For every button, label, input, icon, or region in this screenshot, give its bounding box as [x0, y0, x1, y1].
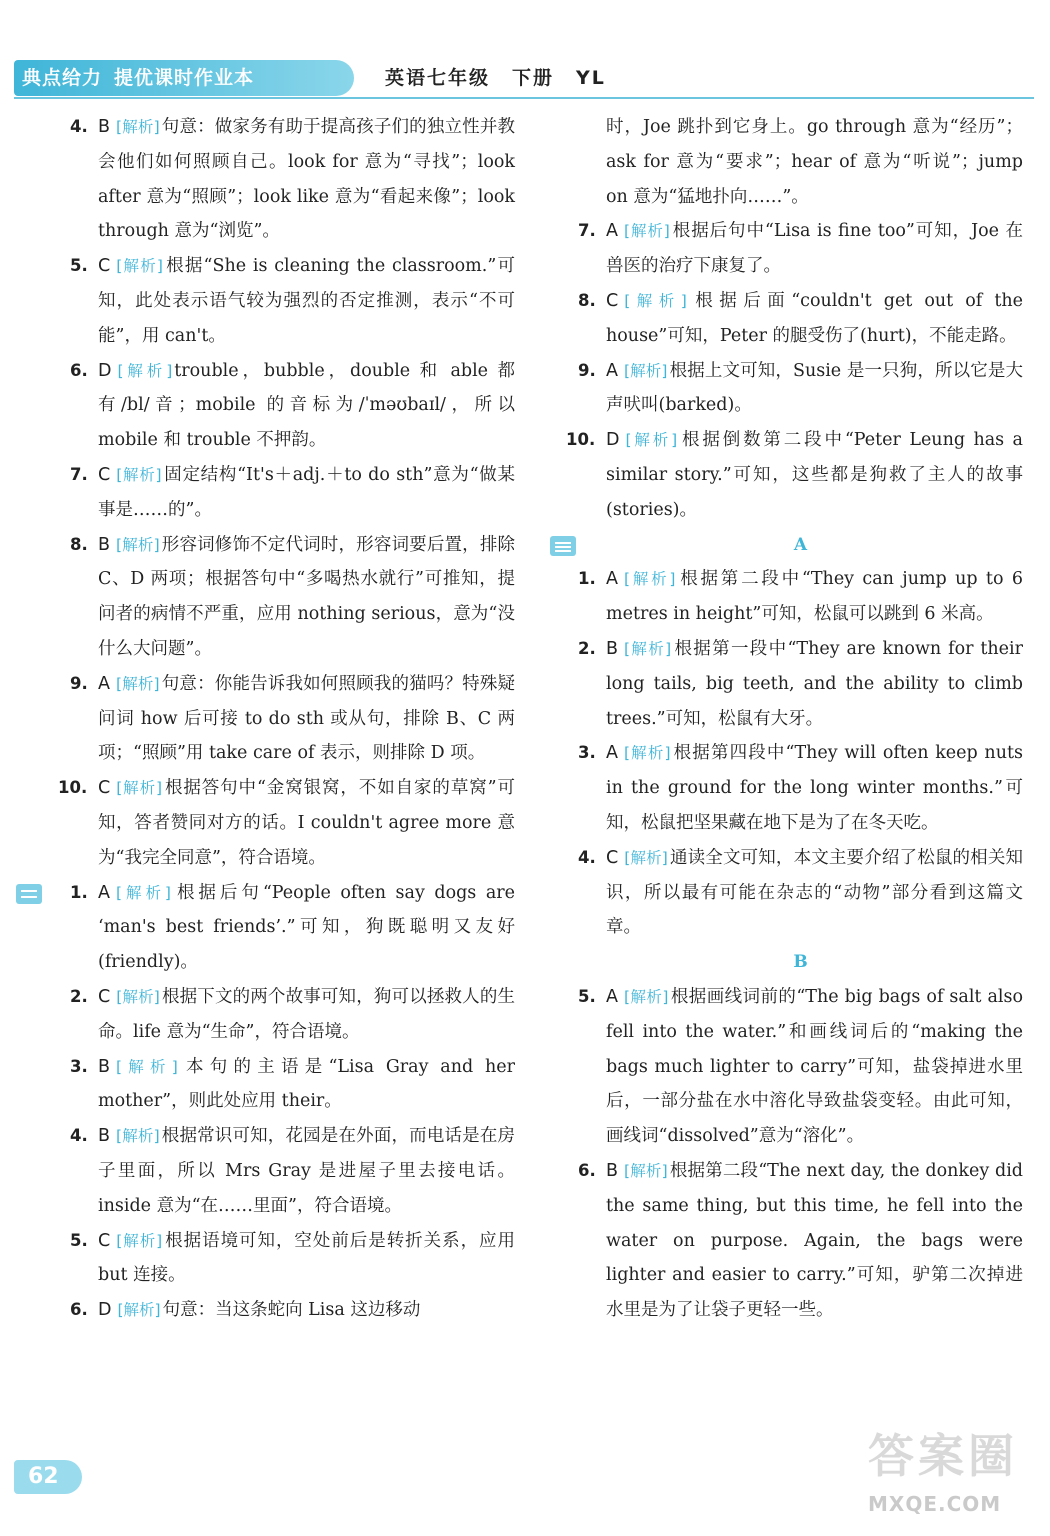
section-2-answers — [70, 876, 515, 1328]
volume-label: 下册 — [512, 67, 555, 89]
section-2 — [70, 876, 515, 1328]
question-number: 3. — [70, 1056, 88, 1076]
analysis-tag: [解析] — [116, 1231, 163, 1250]
watermark-url: MXQE.COM — [868, 1492, 1002, 1516]
explanation-text: 句意：做家务有助于提高孩子们的独立性并教会他们如何照顾自己。look for 意为“寻找”；look after 意为“照顾”；look like 意为“看起来像”；look through 意为“浏览”。 — [98, 117, 515, 242]
continued-explanation — [578, 110, 1023, 214]
explanation-text: 根据后句中“Lisa is fine too”可知，Joe 在兽医的治疗下康复了。 — [606, 221, 1023, 277]
answer-item — [578, 841, 1023, 945]
explanation-text: 通读全文可知，本文主要介绍了松鼠的相关知识，所以最有可能在杂志的“动物”部分看到这篇文章。 — [606, 847, 1023, 938]
question-number: 6. — [578, 1160, 596, 1180]
answer-letter: B — [98, 117, 111, 137]
passage-b-heading: B — [793, 952, 808, 973]
explanation-text: 根据第二段“The next day, the donkey did the same thing, but this time, he fell into the water on purpose. Again, the bags were lighter and easier to carry.”可知，驴第二次掉进水里是为了让袋子更轻一些。 — [606, 1160, 1023, 1321]
answer-item — [70, 249, 515, 353]
analysis-tag: [解析] — [116, 1057, 178, 1076]
explanation-text: 根据后句“People often say dogs are ‘man's best friends’.”可知，狗既聪明又友好(friendly)。 — [98, 882, 515, 973]
passage-a-answers — [578, 562, 1023, 945]
question-number: 5. — [70, 256, 88, 276]
analysis-tag: [解析] — [623, 987, 669, 1006]
answer-item — [578, 284, 1023, 354]
answer-item — [578, 354, 1023, 424]
answer-item — [578, 736, 1023, 840]
question-number: 4. — [70, 1126, 88, 1146]
answer-letter: A — [606, 569, 618, 590]
question-number: 7. — [578, 221, 596, 241]
watermark-text: 答案圈 — [868, 1429, 1018, 1483]
answer-letter: C — [98, 464, 111, 485]
analysis-tag: [解析] — [116, 535, 160, 554]
explanation-text: 根据“She is cleaning the classroom.”可知，此处表示语气较为强烈的否定推测，表示“不可能”，用 can't。 — [98, 256, 515, 346]
answer-item — [578, 214, 1023, 284]
explanation-text: 固定结构“It's＋adj.＋to do sth”意为“做某事是……的”。 — [98, 464, 515, 520]
answer-letter: B — [98, 1126, 111, 1147]
passage-a-heading: A — [793, 534, 808, 555]
section-2-answers-cont — [566, 214, 1023, 527]
analysis-tag: [解析] — [116, 118, 160, 136]
answer-letter: C — [98, 778, 111, 799]
question-number: 10. — [58, 778, 88, 798]
analysis-tag: [解析] — [624, 639, 672, 658]
answer-letter: C — [606, 847, 619, 868]
brand-title: 典点给力 — [22, 67, 103, 89]
answer-letter: A — [98, 882, 110, 903]
explanation-text: 根据后面“couldn't get out of the house”可知，Peter 的腿受伤了(hurt)，不能走路。 — [606, 290, 1023, 346]
edition-label: YL — [576, 67, 606, 89]
explanation-text: 根据常识可知，花园是在外面，而电话是在房子里面，所以 Mrs Gray 是进屋子里去接电话。inside 意为“在……里面”，符合语境。 — [98, 1126, 515, 1216]
analysis-tag: [解析] — [623, 744, 671, 763]
analysis-tag: [解析] — [115, 883, 171, 902]
question-number: 3. — [578, 743, 596, 763]
analysis-tag: [解析] — [624, 1161, 668, 1180]
analysis-tag: [解析] — [624, 291, 687, 310]
section-three-icon — [550, 536, 576, 556]
explanation-text: 根据第一段中“They are known for their long tails, big teeth, and the ability to climb trees.”可知，松鼠有大牙。 — [606, 638, 1023, 729]
page-number: 62 — [14, 1460, 82, 1494]
analysis-tag: [解析] — [115, 674, 160, 693]
passage-b-answers — [578, 980, 1023, 1328]
answer-item — [70, 528, 515, 667]
question-number: 8. — [70, 534, 88, 554]
question-number: 2. — [578, 638, 596, 658]
answer-letter: B — [606, 638, 619, 659]
analysis-tag: [解析] — [117, 361, 173, 380]
section-1-answers — [58, 110, 515, 876]
answer-letter: B — [98, 534, 111, 555]
answer-item — [578, 632, 1023, 736]
explanation-text: 根据上文可知，Susie 是一只狗，所以它是大声吠叫(barked)。 — [606, 360, 1023, 416]
analysis-tag: [解析] — [116, 257, 163, 276]
answer-item — [578, 562, 1023, 632]
explanation-text: 句意：你能告诉我如何照顾我的猫吗？特殊疑问词 how 后可接 to do sth 或从句，排除 B、C 两项；“照顾”用 take care of 表示，则排除 D 项。 — [98, 673, 515, 764]
question-number: 8. — [578, 290, 596, 310]
answer-item — [578, 980, 1023, 1154]
question-number: 6. — [70, 360, 88, 380]
question-number: 1. — [70, 882, 88, 902]
analysis-tag: [解析] — [116, 779, 163, 798]
question-number: 9. — [578, 360, 596, 380]
subject-label: 英语七年级 — [385, 67, 491, 89]
question-number: 1. — [578, 569, 596, 589]
explanation-text: trouble，bubble，double 和 able 都有/bl/音；mobile 的音标为/ˈməʊbaɪl/，所以 mobile 和 trouble 不押韵。 — [98, 360, 515, 451]
answer-letter: C — [98, 256, 111, 277]
answer-letter: B — [98, 1056, 111, 1077]
brand-subtitle: 提优课时作业本 — [114, 67, 255, 89]
analysis-tag: [解析] — [624, 848, 668, 867]
analysis-tag: [解析] — [116, 987, 160, 1006]
analysis-tag: [解析] — [625, 431, 678, 450]
question-number: 6. — [70, 1300, 88, 1320]
answer-item — [70, 980, 515, 1050]
header-divider — [14, 97, 1034, 99]
analysis-tag: [解析] — [116, 1127, 160, 1146]
explanation-text: 根据语境可知，空处前后是转折关系，应用 but 连接。 — [98, 1230, 515, 1286]
answer-item — [70, 1224, 515, 1294]
explanation-text: 根据下文的两个故事可知，狗可以拯救人的生命。life 意为“生命”，符合语境。 — [98, 986, 515, 1042]
explanation-text: 根据倒数第二段中“Peter Leung has a similar story.”可知，这些都是狗救了主人的故事(stories)。 — [606, 430, 1023, 520]
explanation-text: 根据画线词前的“The big bags of salt also fell into the water.”和画线词后的“making the bags much lighter to carry”可知，盐袋掉进水里后，一部分盐在水中溶化导致盐袋变轻。由此可知，画线词“dissolved”意为“溶化”。 — [606, 986, 1023, 1147]
page-header — [0, 0, 1050, 100]
continued-text: 时，Joe 跳扑到它身上。go through 意为“经历”；ask for 意为“要求”；hear of 意为“听说”；jump on 意为“猛地扑向……”。 — [606, 117, 1023, 207]
answer-item — [70, 110, 515, 249]
question-number: 4. — [70, 117, 88, 136]
answer-item — [70, 876, 515, 980]
answer-letter: A — [98, 673, 110, 694]
answer-item — [70, 1050, 515, 1120]
answer-letter: A — [606, 986, 618, 1007]
brand-banner — [14, 60, 354, 96]
answer-letter: C — [606, 290, 619, 311]
section-3 — [578, 528, 1023, 1328]
answer-letter: A — [606, 221, 618, 242]
answer-item — [70, 1119, 515, 1223]
answer-letter: C — [98, 1230, 111, 1251]
explanation-text: 根据第二段中“They can jump up to 6 metres in height”可知，松鼠可以跳到 6 米高。 — [606, 569, 1023, 625]
answer-letter: A — [606, 743, 618, 764]
question-number: 9. — [70, 673, 88, 693]
book-info — [385, 62, 628, 94]
question-number: 4. — [578, 847, 596, 867]
analysis-tag: [解析] — [623, 361, 668, 380]
answer-item — [70, 458, 515, 528]
explanation-text: 根据答句中“金窝银窝，不如自家的草窝”可知，答者赞同对方的话。I couldn't agree more 意为“我完全同意”，符合语境。 — [98, 778, 515, 868]
answer-item — [70, 354, 515, 458]
answer-letter: C — [98, 986, 111, 1007]
answer-item — [566, 423, 1023, 527]
answer-letter: D — [98, 360, 112, 381]
question-number: 5. — [578, 986, 596, 1006]
left-column — [58, 110, 515, 1328]
question-number: 7. — [70, 464, 88, 484]
explanation-text: 形容词修饰不定代词时，形容词要后置，排除 C、D 两项；根据答句中“多喝热水就行”可推知，提问者的病情不严重，应用 nothing serious，意为“没什么大问题”。 — [98, 534, 515, 659]
explanation-text: 本句的主语是“Lisa Gray and her mother”，则此处应用 their。 — [98, 1056, 515, 1112]
answer-letter: D — [606, 430, 620, 451]
answer-letter: B — [606, 1160, 619, 1181]
answer-letter: A — [606, 360, 618, 381]
section-two-icon — [16, 884, 42, 904]
analysis-tag: [解析] — [116, 465, 162, 484]
answer-item — [578, 1154, 1023, 1328]
answer-item — [70, 667, 515, 771]
analysis-tag: [解析] — [623, 222, 670, 241]
right-column — [566, 110, 1023, 1328]
answer-letter: D — [98, 1300, 112, 1321]
question-number: 5. — [70, 1230, 88, 1250]
answer-item — [70, 1293, 515, 1328]
question-number: 10. — [566, 430, 596, 450]
analysis-tag: [解析] — [623, 570, 676, 589]
explanation-text: 根据第四段中“They will often keep nuts in the ground for the long winter months.”可知，松鼠把坚果藏在地下是为了在冬天吃。 — [606, 743, 1023, 833]
explanation-text: 句意：当这条蛇向 Lisa 这边移动 — [162, 1300, 421, 1321]
watermark-logo — [868, 1420, 1038, 1530]
answer-item — [58, 771, 515, 875]
question-number: 2. — [70, 986, 88, 1006]
analysis-tag: [解析] — [117, 1301, 161, 1320]
